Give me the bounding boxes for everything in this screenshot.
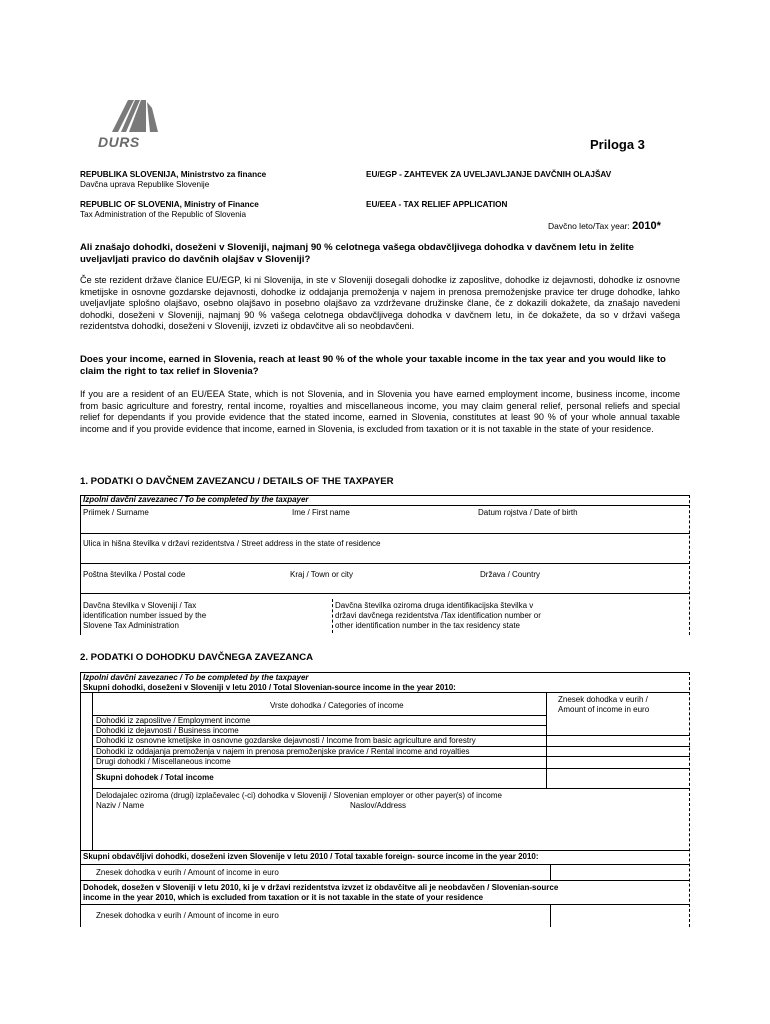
first-name-label: Ime / First name <box>292 508 350 517</box>
logo-text: DURS <box>98 134 140 150</box>
foreign-total-label: Skupni obdavčljivi dohodki, doseženi izven Slovenije v letu 2010 / Total taxable foreign- source income in the year 2010: <box>83 852 539 861</box>
question-sl: Ali znašajo dohodki, doseženi v Sloveniji, najmanj 90 % celotnega vašega obdavčljivega dohodka v davčnem letu in želite uveljavljati pravico do davčnih olajšav v Sloveniji? <box>80 242 634 265</box>
country-label: Država / Country <box>480 570 541 579</box>
excluded-label-2: income in the year 2010, which is excluded from taxation or it is not taxable in the state of your residence <box>83 893 484 902</box>
tax-year-value: 2010* <box>632 220 661 232</box>
categories-header: Vrste dohodka / Categories of income <box>270 701 404 710</box>
excluded-amount-label: Znesek dohodka v eurih / Amount of income in euro <box>96 911 279 920</box>
si-taxno-2: identification number issued by the <box>83 611 207 620</box>
dob-label: Datum rojstva / Date of birth <box>478 508 578 517</box>
income-row: Dohodki iz dejavnosti / Business income <box>96 726 239 735</box>
question-en: Does your income, earned in Slovenia, reach at least 90 % of the whole your taxable income in the tax year and you would like to claim the right to tax relief in Slovenia? <box>80 354 666 377</box>
street-label: Ulica in hišna številka v državi rezidentstva / Street address in the state of residence <box>83 539 381 548</box>
foreign-taxno-3: other identification number in the tax residency state <box>335 621 520 630</box>
durs-logo-icon <box>98 98 170 138</box>
total-income-label: Skupni dohodek / Total income <box>96 773 214 782</box>
section1-title: 1. PODATKI O DAVČNEM ZAVEZANCU / DETAILS OF THE TAXPAYER <box>80 476 394 487</box>
tax-year-label: Davčno leto/Tax year: <box>548 221 630 231</box>
admin-sl: Davčna uprava Republike Slovenije <box>80 180 210 189</box>
admin-en: Tax Administration of the Republic of Slovenia <box>80 210 247 219</box>
excluded-label-1: Dohodek, dosežen v Sloveniji v letu 2010, ki je v državi rezidentstva izvzet iz obdavčitve ali je neobdavčen / Slovenian-source <box>83 883 559 892</box>
taxpayer-table <box>80 495 690 635</box>
completed-by-taxpayer-2: Izpolni davčni zavezanec / To be completed by the taxpayer <box>83 673 309 682</box>
total-si-income: Skupni dohodki, doseženi v Sloveniji v letu 2010 / Total Slovenian-source income in the year 2010: <box>83 683 456 692</box>
employer-label: Delodajalec oziroma (drugi) izplačevalec (-ci) dohodka v Sloveniji / Slovenian employer or other payer(s) of income <box>96 791 502 800</box>
income-row: Dohodki iz zaposlitve / Employment income <box>96 716 251 725</box>
tax-year <box>548 220 661 232</box>
surname-label: Priimek / Surname <box>83 508 149 517</box>
ministry-en: REPUBLIC OF SLOVENIA, Ministry of Finance <box>80 200 259 209</box>
income-row: Dohodki iz osnovne kmetijske in osnovne gozdarske dejavnosti / Income from basic agriculture and forestry <box>96 736 476 745</box>
form-title-sl: EU/EGP - ZAHTEVEK ZA UVELJAVLJANJE DAVČNIH OLAJŠAV <box>366 170 612 179</box>
employer-address-label: Naslov/Address <box>350 801 407 810</box>
header-left-2 <box>80 200 259 220</box>
section2-title: 2. PODATKI O DOHODKU DAVČNEGA ZAVEZANCA <box>80 652 314 663</box>
income-row: Dohodki iz oddajanja premoženja v najem in prenosa premoženjske pravice / Rental income and royalties <box>96 747 470 756</box>
amount-header-2: Amount of income in euro <box>558 705 650 714</box>
completed-by-taxpayer: Izpolni davčni zavezanec / To be completed by the taxpayer <box>83 495 309 504</box>
employer-name-label: Naziv / Name <box>96 801 145 810</box>
paragraph-en: If you are a resident of an EU/EEA State, which is not Slovenia, and in Slovenia you have earned employment income, business income, income from basic agriculture and forestry, rental income, royalties and miscellaneous income, you may claim general relief, personal reliefs and special relief for dependants if you provide evidence that the stated income, earned in Slovenia, constitutes at least 90 % of your whole annual taxable income and if you provide evidence that income, earned in Slovenia, is excluded from taxation or it is not taxable in the state of your residence. <box>80 389 680 434</box>
si-taxno-3: Slovene Tax Administration <box>83 621 179 630</box>
ministry-sl: REPUBLIKA SLOVENIJA, Ministrstvo za finance <box>80 170 267 179</box>
form-title-en: EU/EEA - TAX RELIEF APPLICATION <box>366 200 508 209</box>
foreign-taxno-1: Davčna številka oziroma druga identifikacijska številka v <box>335 601 534 610</box>
income-row: Drugi dohodki / Miscellaneous income <box>96 757 231 766</box>
amount-header-1: Znesek dohodka v eurih / <box>558 695 648 704</box>
foreign-amount-label: Znesek dohodka v eurih / Amount of income in euro <box>96 868 279 877</box>
paragraph-sl: Če ste rezident države članice EU/EGP, ki ni Slovenija, in ste v Sloveniji dosegali dohodke iz zaposlitve, dohodke iz dejavnosti, dohodke iz osnovne kmetijske in osnovne gozdarske dejavnosti, dohodke iz oddajanja premoženja v najem in prenosa premoženjske pravice ter druge dohodke, lahko uveljavljate splošno olajšavo, osebno olajšavo in posebno olajšavo za vzdrževane družinske člane, če z dokazili dokažete, da znašajo navedeni dohodki, doseženi v Sloveniji, najmanj 90 % vašega celotnega obdavčljivega dohodka v davčnem letu, in če dokažete, da so v državi vašega rezidentstva dohodki, doseženi v Sloveniji, izvzeti iz obdavčitve ali so neobdavčeni. <box>80 275 680 332</box>
durs-logo <box>98 98 170 158</box>
foreign-taxno-2: državi davčnega rezidentstva /Tax identification number or <box>335 611 541 620</box>
si-taxno-1: Davčna številka v Sloveniji / Tax <box>83 601 197 610</box>
income-table <box>80 672 690 927</box>
town-label: Kraj / Town or city <box>290 570 353 579</box>
annex-label: Priloga 3 <box>590 137 645 152</box>
postal-label: Poštna številka / Postal code <box>83 570 186 579</box>
header-left-1 <box>80 170 266 190</box>
